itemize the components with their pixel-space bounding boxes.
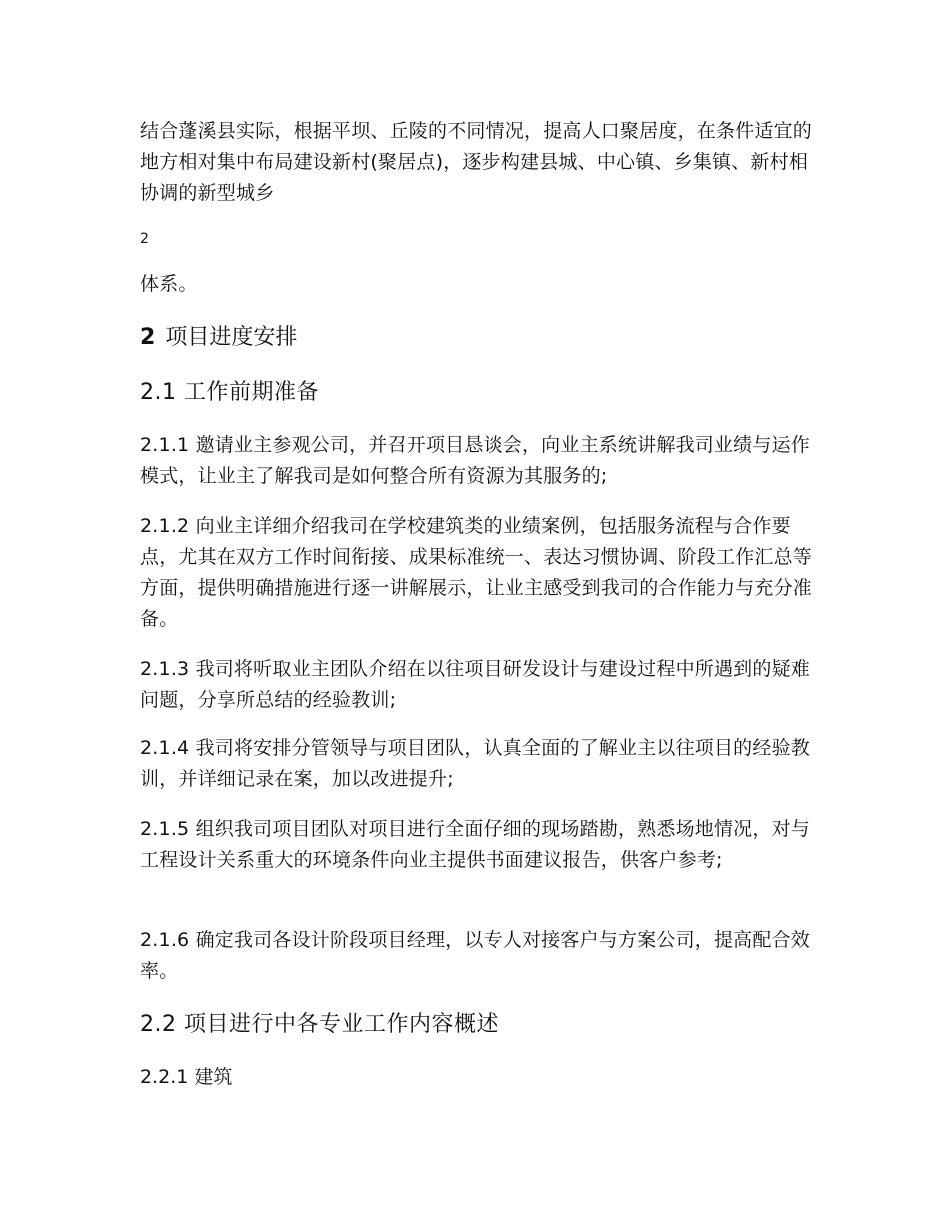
section-2-2-heading-block (140, 1009, 820, 1041)
item-2-1-5: 2.1.5 组织我司项目团队对项目进行全面仔细的现场踏勘，熟悉场地情况，对与工程设计关系重大的环境条件向业主提供书面建议报告，供客户参考; (140, 818, 810, 871)
intro-continuation: 体系。 (140, 273, 198, 295)
section-2-number: 2 (140, 325, 156, 350)
section-2-2-1-heading: 2.2.1 建筑 (140, 1066, 233, 1088)
intro-continuation-block (140, 269, 820, 300)
item-2-1-6: 2.1.6 确定我司各设计阶段项目经理，以专人对接客户与方案公司，提高配合效率。 (140, 929, 810, 982)
item-2-1-1: 2.1.1 邀请业主参观公司，并召开项目恳谈会，向业主系统讲解我司业绩与运作模式，让业主了解我司是如何整合所有资源为其服务的; (140, 434, 810, 487)
section-2-1-heading-block (140, 377, 820, 409)
page-number-block (140, 229, 820, 249)
item-2-1-2-block (140, 511, 820, 635)
section-2-1-heading: 2.1 工作前期准备 (140, 380, 319, 405)
item-2-1-3-block (140, 654, 820, 716)
item-2-1-2: 2.1.2 向业主详细介绍我司在学校建筑类的业绩案例，包括服务流程与合作要点，尤其在双方工作时间衔接、成果标准统一、表达习惯协调、阶段工作汇总等方面，提供明确措施进行逐一讲解展示，让业主感受到我司的合作能力与充分准备。 (140, 515, 813, 630)
section-2-2-1-heading-block (140, 1062, 820, 1092)
item-2-1-4: 2.1.4 我司将安排分管领导与项目团队，认真全面的了解业主以往项目的经验教训，并详细记录在案，加以改进提升; (140, 737, 810, 790)
section-2-title: 项目进度安排 (165, 325, 298, 350)
section-2-heading (140, 322, 820, 354)
page-number: 2 (140, 231, 149, 247)
item-2-1-3: 2.1.3 我司将听取业主团队介绍在以往项目研发设计与建设过程中所遇到的疑难问题，分享所总结的经验教训; (140, 658, 810, 711)
item-2-1-6-block (140, 925, 820, 987)
item-2-1-5-block (140, 814, 820, 876)
item-2-1-4-block (140, 733, 820, 795)
item-2-1-1-block (140, 430, 820, 492)
intro-paragraph: 结合蓬溪县实际，根据平坝、丘陵的不同情况，提高人口聚居度，在条件适宜的地方相对集中布局建设新村(聚居点)，逐步构建县城、中心镇、乡集镇、新村相协调的新型城乡 (140, 120, 813, 204)
intro-paragraph-block (140, 116, 820, 209)
section-2-2-heading: 2.2 项目进行中各专业工作内容概述 (140, 1012, 499, 1037)
